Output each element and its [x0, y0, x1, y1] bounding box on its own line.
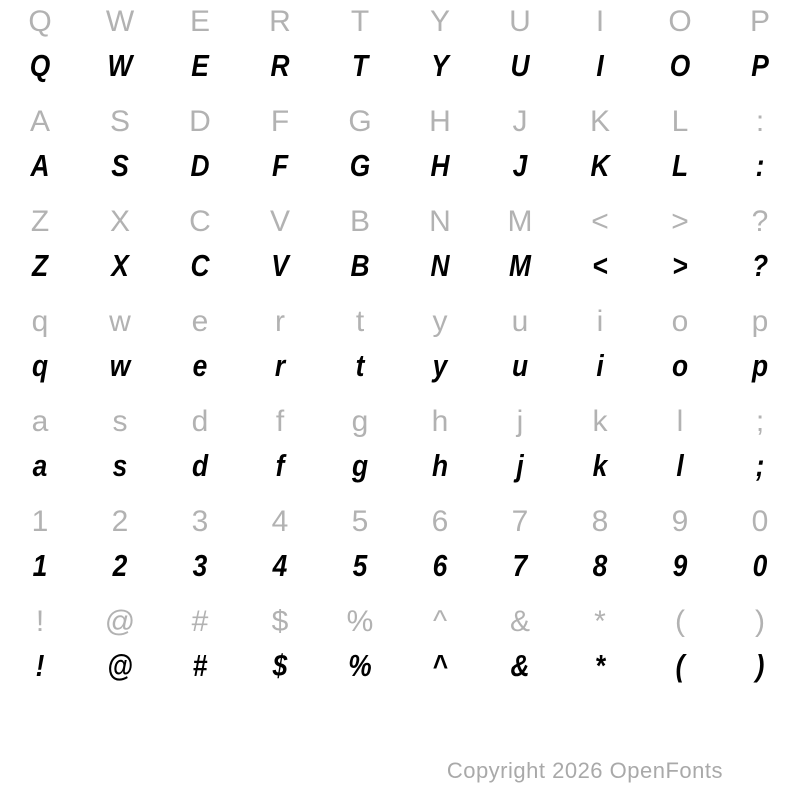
reference-char: O [668, 5, 692, 38]
specimen-row-block [0, 200, 800, 300]
specimen-char: * [594, 648, 606, 683]
specimen-char: 6 [432, 548, 448, 583]
reference-char: H [429, 105, 451, 138]
reference-char: 1 [31, 505, 49, 538]
copyright-text: Copyright 2026 OpenFonts [446, 758, 723, 783]
reference-char: d [191, 405, 209, 438]
specimen-char: M [509, 248, 531, 283]
specimen-char: H [430, 148, 450, 183]
reference-char-row [0, 0, 800, 44]
specimen-char: I [596, 48, 604, 83]
specimen-char: K [590, 148, 610, 183]
specimen-char: N [430, 248, 450, 283]
specimen-char: G [349, 148, 371, 183]
specimen-char: V [271, 248, 289, 283]
specimen-char: ; [755, 448, 765, 483]
specimen-char: ^ [432, 648, 448, 683]
reference-char: : [755, 105, 765, 138]
specimen-char: S [111, 148, 129, 183]
reference-char: U [509, 5, 531, 38]
reference-char-row [0, 300, 800, 344]
specimen-char: s [112, 448, 128, 483]
reference-char: 0 [751, 505, 769, 538]
specimen-char: J [512, 148, 528, 183]
specimen-char: ? [751, 248, 769, 283]
reference-char: 3 [191, 505, 209, 538]
reference-char: D [189, 105, 211, 138]
reference-char: C [189, 205, 211, 238]
reference-char: & [509, 605, 530, 638]
specimen-char: 2 [112, 548, 128, 583]
reference-char-row [0, 500, 800, 544]
reference-char: a [31, 405, 49, 438]
specimen-char: w [109, 348, 131, 383]
specimen-char: U [510, 48, 530, 83]
specimen-char: : [755, 148, 765, 183]
reference-char: q [31, 305, 49, 338]
specimen-char: o [671, 348, 689, 383]
reference-char: Q [28, 5, 52, 38]
specimen-char: 5 [352, 548, 368, 583]
reference-char: 2 [111, 505, 129, 538]
reference-char: j [516, 405, 524, 438]
specimen-char: X [111, 248, 129, 283]
reference-char: Z [30, 205, 50, 238]
specimen-char: ( [675, 648, 685, 683]
specimen-row-block [0, 600, 800, 700]
reference-char: P [749, 5, 770, 38]
reference-char: S [109, 105, 130, 138]
reference-char: E [189, 5, 210, 38]
specimen-char: R [270, 48, 290, 83]
reference-char: ^ [432, 605, 448, 638]
specimen-char: # [192, 648, 208, 683]
specimen-char: 8 [592, 548, 608, 583]
reference-char: M [507, 205, 533, 238]
reference-char: V [269, 205, 290, 238]
specimen-char: ) [755, 648, 765, 683]
specimen-char: r [274, 348, 286, 383]
specimen-char-row [0, 544, 800, 588]
specimen-char-row [0, 244, 800, 288]
reference-char: * [594, 605, 606, 638]
reference-char-row [0, 100, 800, 144]
specimen-char: d [191, 448, 209, 483]
reference-char: p [751, 305, 769, 338]
specimen-char: t [355, 348, 365, 383]
reference-char: s [112, 405, 128, 438]
reference-char: J [512, 105, 528, 138]
reference-char: > [671, 205, 689, 238]
specimen-char: y [432, 348, 448, 383]
specimen-char: a [32, 448, 48, 483]
specimen-char-row [0, 644, 800, 688]
specimen-char: Z [31, 248, 49, 283]
reference-char: % [346, 605, 374, 638]
specimen-char: u [511, 348, 529, 383]
specimen-char: < [592, 248, 608, 283]
reference-char: r [275, 305, 285, 338]
reference-char: l [676, 405, 684, 438]
reference-char: A [29, 105, 50, 138]
reference-char: o [671, 305, 689, 338]
specimen-char: A [30, 148, 50, 183]
specimen-char: l [676, 448, 684, 483]
reference-char: u [511, 305, 529, 338]
specimen-char: 7 [512, 548, 528, 583]
specimen-char: E [191, 48, 209, 83]
reference-char: N [429, 205, 451, 238]
specimen-char: g [351, 448, 369, 483]
specimen-char-row [0, 444, 800, 488]
specimen-char: h [431, 448, 449, 483]
specimen-char: ! [35, 648, 45, 683]
reference-char: K [589, 105, 610, 138]
reference-char: Y [429, 5, 450, 38]
specimen-char: Q [29, 48, 51, 83]
specimen-char: B [350, 248, 370, 283]
specimen-row-block [0, 0, 800, 100]
specimen-char: F [271, 148, 289, 183]
specimen-char: p [751, 348, 769, 383]
reference-char: 5 [351, 505, 369, 538]
specimen-char: % [348, 648, 372, 683]
specimen-char: O [669, 48, 691, 83]
reference-char: h [431, 405, 449, 438]
reference-char: I [595, 5, 605, 38]
reference-char: 7 [511, 505, 529, 538]
reference-char: ! [35, 605, 45, 638]
reference-char: F [270, 105, 290, 138]
specimen-char-row [0, 344, 800, 388]
specimen-char: 3 [192, 548, 208, 583]
reference-char-row [0, 400, 800, 444]
reference-char: i [596, 305, 604, 338]
specimen-char: @ [107, 648, 133, 683]
specimen-char: L [671, 148, 689, 183]
specimen-char: P [751, 48, 769, 83]
specimen-char: k [592, 448, 608, 483]
reference-char: W [105, 5, 135, 38]
reference-char: R [269, 5, 291, 38]
reference-char: w [109, 305, 131, 338]
specimen-char: f [275, 448, 285, 483]
specimen-row-block [0, 300, 800, 400]
specimen-char: & [510, 648, 530, 683]
specimen-char: $ [272, 648, 288, 683]
specimen-char: Y [431, 48, 449, 83]
reference-char: f [275, 405, 285, 438]
specimen-char: 0 [752, 548, 768, 583]
specimen-char: e [192, 348, 208, 383]
reference-char: B [349, 205, 370, 238]
reference-char: ; [755, 405, 765, 438]
reference-char: G [348, 105, 372, 138]
reference-char: ) [755, 605, 765, 638]
specimen-char: q [31, 348, 49, 383]
specimen-row-block [0, 400, 800, 500]
specimen-char: C [190, 248, 210, 283]
specimen-char: > [672, 248, 688, 283]
specimen-char-row [0, 144, 800, 188]
specimen-char: 1 [32, 548, 48, 583]
reference-char: @ [104, 605, 136, 638]
specimen-char: T [351, 48, 369, 83]
reference-char: k [592, 405, 608, 438]
specimen-char: W [107, 48, 133, 83]
reference-char: 9 [671, 505, 689, 538]
reference-char: e [191, 305, 209, 338]
reference-char: y [432, 305, 448, 338]
reference-char: 4 [271, 505, 289, 538]
specimen-char: 9 [672, 548, 688, 583]
reference-char: 6 [431, 505, 449, 538]
specimen-row-block [0, 100, 800, 200]
reference-char: ( [675, 605, 685, 638]
reference-char: 8 [591, 505, 609, 538]
reference-char: g [351, 405, 369, 438]
reference-char: L [671, 105, 689, 138]
reference-char: T [350, 5, 370, 38]
reference-char: X [109, 205, 130, 238]
specimen-char: i [596, 348, 604, 383]
reference-char-row [0, 200, 800, 244]
specimen-char: D [190, 148, 210, 183]
specimen-row-block [0, 500, 800, 600]
specimen-char: j [516, 448, 524, 483]
reference-char: $ [271, 605, 289, 638]
reference-char: t [355, 305, 365, 338]
reference-char-row [0, 600, 800, 644]
reference-char: # [191, 605, 209, 638]
reference-char: ? [751, 205, 769, 238]
specimen-char: 4 [272, 548, 288, 583]
specimen-char-row [0, 44, 800, 88]
reference-char: < [591, 205, 609, 238]
